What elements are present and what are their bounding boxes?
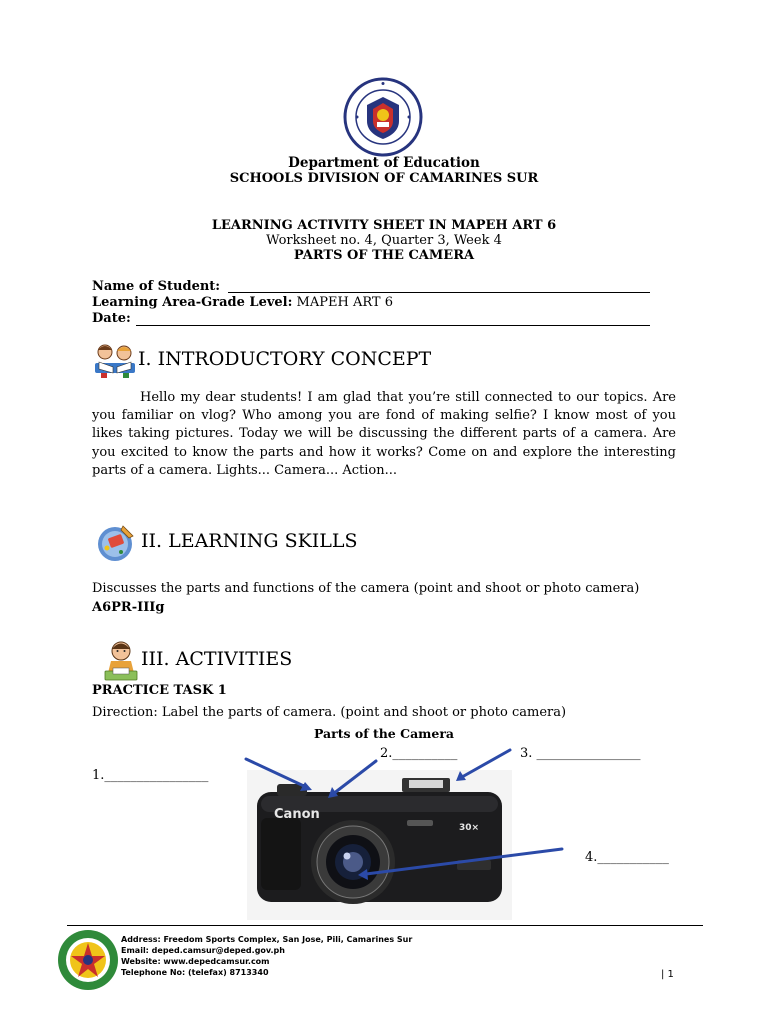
label-1-number: 1. <box>92 768 105 783</box>
section3-title: III. ACTIVITIES <box>141 648 293 670</box>
label-2[interactable] <box>380 746 457 761</box>
label-4-blank[interactable]: ___________ <box>597 850 669 865</box>
footer-divider <box>67 925 703 926</box>
camera-zoom-text: 30× <box>459 823 480 833</box>
camera-brand-text: Canon <box>274 807 320 822</box>
arrow-3 <box>462 750 510 777</box>
page-number: | 1 <box>661 969 674 980</box>
footer-telephone: Telephone No: (telefax) 8713340 <box>121 968 269 977</box>
division-title: SCHOOLS DIVISION OF CAMARINES SUR <box>229 171 539 186</box>
department-title: Department of Education <box>288 155 480 171</box>
footer-address: Address: Freedom Sports Complex, San Jose, Pili, Camarines Sur <box>121 935 413 944</box>
section1-title: I. INTRODUCTORY CONCEPT <box>138 348 432 370</box>
label-1-blank[interactable]: ________________ <box>104 768 209 783</box>
label-4[interactable] <box>585 850 669 865</box>
label-2-blank[interactable]: __________ <box>392 746 458 761</box>
section2-title: II. LEARNING SKILLS <box>141 530 358 552</box>
topic-title: PARTS OF THE CAMERA <box>293 248 475 263</box>
arrowhead-4 <box>358 869 368 880</box>
skill-code: A6PR-IIIg <box>92 599 165 615</box>
skill-description: Discusses the parts and functions of the camera (point and shoot or photo camera) <box>92 581 640 596</box>
sheet-title: LEARNING ACTIVITY SHEET IN MAPEH ART 6 <box>211 218 557 233</box>
intro-text: Hello my dear students! I am glad that you’re still connected to our topics. Are you familiar on vlog? Who among you are fond of making selfie? I know most of you likes taking pictures. Today we will be discussing the different parts of a camera. Are you excited to know the parts and how it works? Come on and explore the interesting parts of a camera. Lights... Camera... Action... <box>92 390 676 478</box>
learning-area-label: Learning Area-Grade Level: <box>92 295 293 310</box>
division-seal-logo <box>57 929 119 991</box>
footer-contact <box>121 934 412 978</box>
label-4-number: 4. <box>585 850 598 865</box>
name-label: Name of Student: <box>92 279 221 294</box>
practice-task-title: PRACTICE TASK 1 <box>92 683 227 698</box>
arrow-4 <box>366 849 562 874</box>
direction-text: Direction: Label the parts of camera. (point and shoot or photo camera) <box>92 705 567 720</box>
date-label: Date: <box>92 311 131 326</box>
label-3-blank[interactable]: ________________ <box>532 746 641 761</box>
learning-area-value: MAPEH ART 6 <box>296 295 393 310</box>
figure-title: Parts of the Camera <box>313 726 455 741</box>
arrow-1 <box>246 759 306 787</box>
footer-website: Website: www.depedcamsur.com <box>121 957 270 966</box>
label-3[interactable] <box>520 746 641 761</box>
worksheet-info: Worksheet no. 4, Quarter 3, Week 4 <box>266 233 502 248</box>
label-1[interactable] <box>92 768 208 783</box>
label-2-number: 2. <box>380 746 393 761</box>
label-3-number: 3. <box>520 746 533 761</box>
arrow-2 <box>333 761 376 794</box>
footer-email: Email: deped.camsur@deped.gov.ph <box>121 946 285 955</box>
